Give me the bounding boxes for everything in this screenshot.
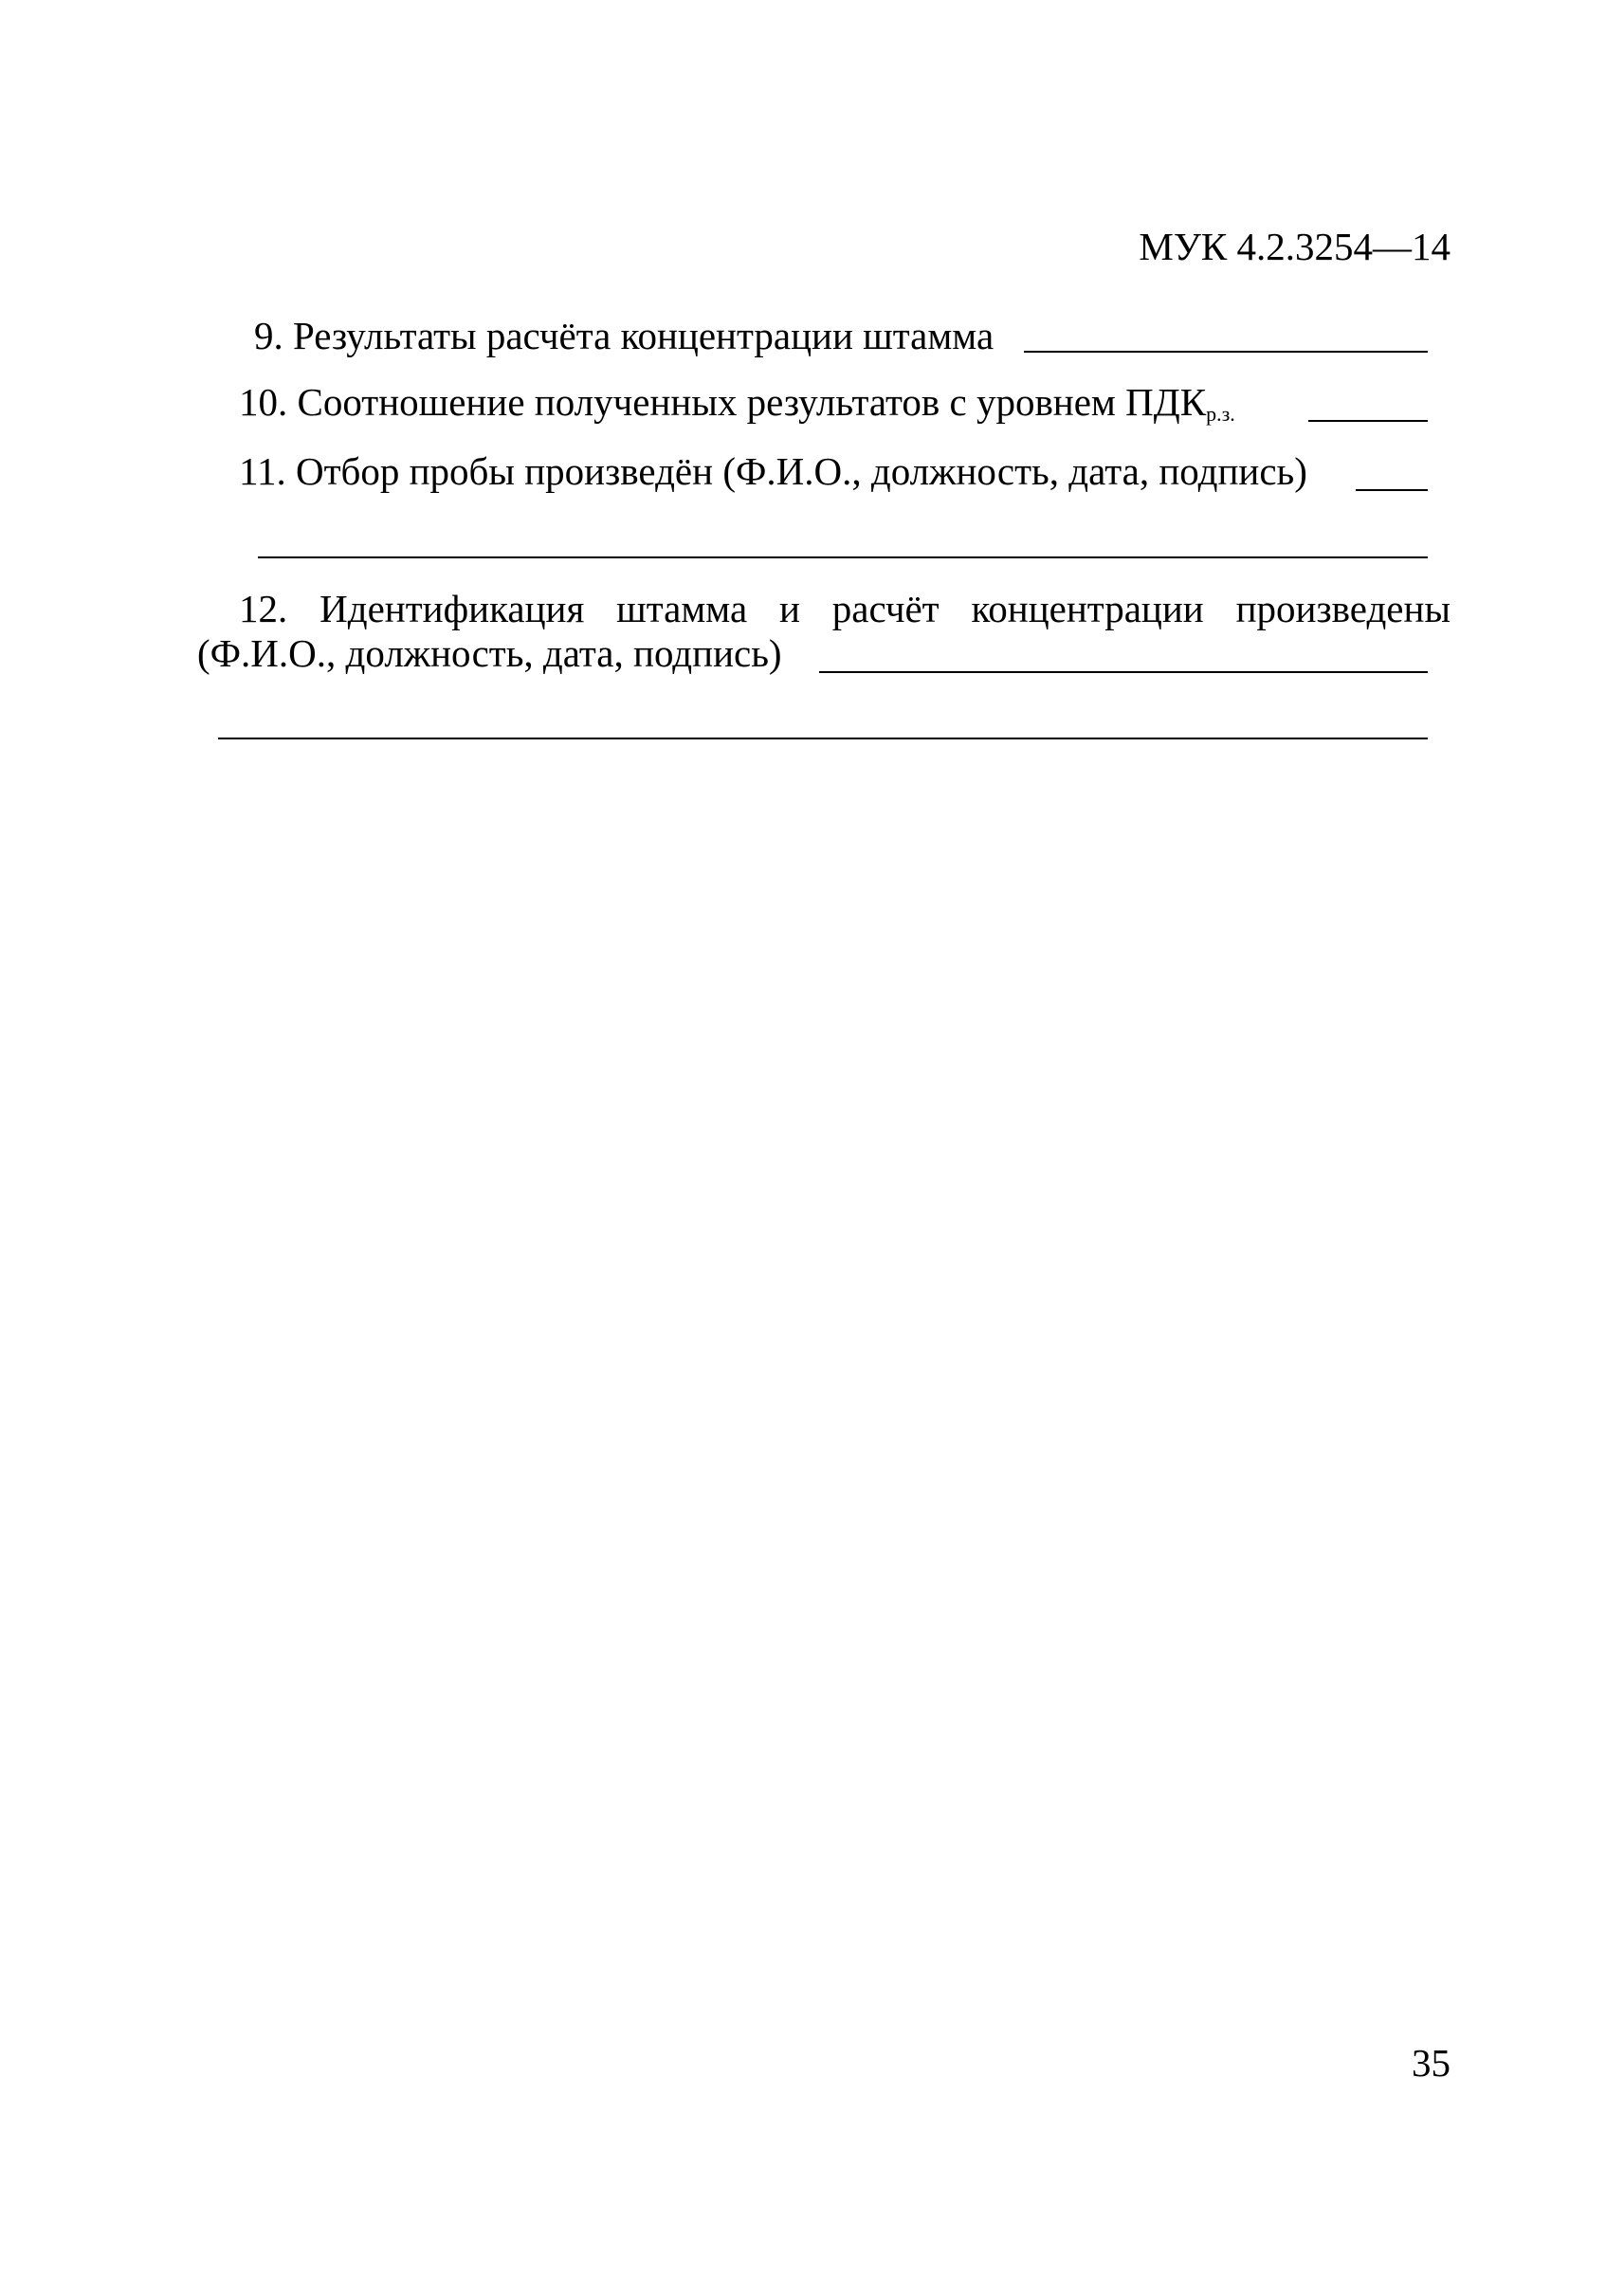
item-11-continuation-line: [258, 556, 1428, 558]
item-12-blank-line: [819, 671, 1428, 673]
item-11-blank-line: [1356, 489, 1428, 491]
item-11-label: 11. Отбор пробы произведён (Ф.И.О., должность, дата, подпись): [239, 449, 1307, 493]
item-10-label: [239, 380, 1235, 426]
item-10-blank-line: [1308, 420, 1428, 422]
page-number: 35: [1412, 2041, 1451, 2085]
item-9-label: 9. Результаты расчёта концентрации штамма: [254, 314, 994, 357]
item-9-blank-line: [1024, 351, 1428, 353]
item-10-text: 10. Соотношение полученных результатов с уровнем ПДК: [239, 380, 1207, 424]
item-12-label-line2: (Ф.И.О., должность, дата, подпись): [197, 631, 782, 675]
item-12-label-line1: 12. Идентификация штамма и расчёт концентрации произведены: [239, 587, 1451, 630]
item-10-subscript: р.з.: [1206, 402, 1235, 426]
item-12-continuation-line: [218, 738, 1428, 739]
document-code-header: МУК 4.2.3254—14: [1139, 225, 1451, 268]
